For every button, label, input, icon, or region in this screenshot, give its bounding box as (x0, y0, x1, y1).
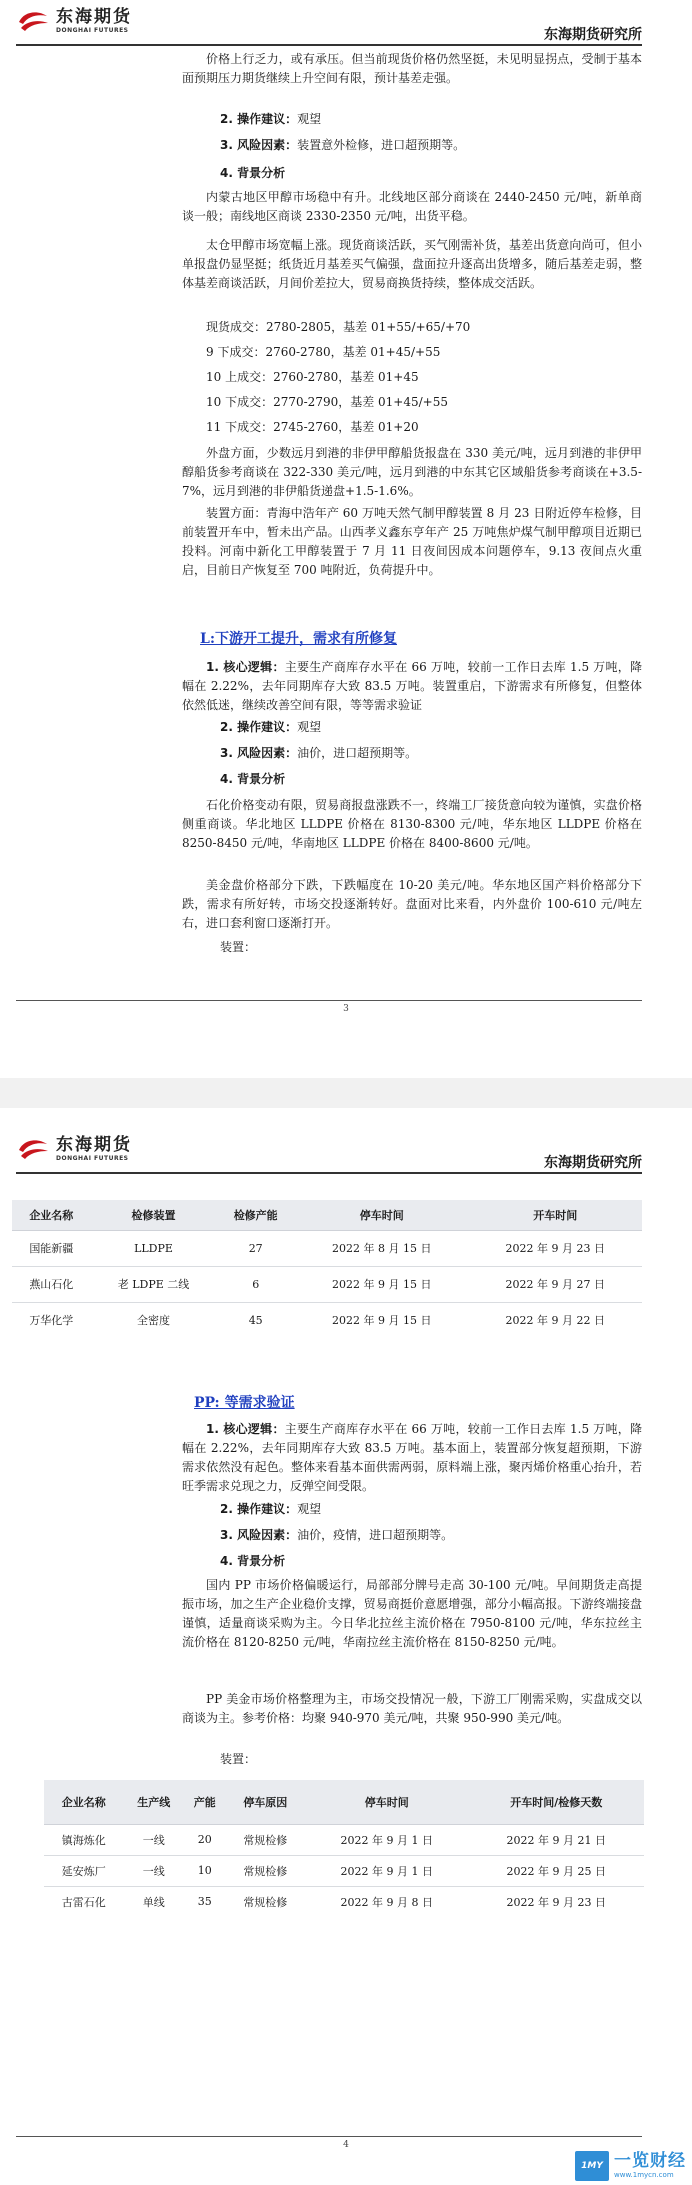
watermark-url: www.1mycn.com (614, 2171, 674, 2179)
table-header: 开车时间 (468, 1200, 642, 1230)
operation-advice (220, 1500, 321, 1519)
watermark-cn: 一览财经 (614, 2151, 686, 2171)
table-cell: 10 (184, 1855, 226, 1886)
value: 观望 (297, 1502, 322, 1516)
paragraph: 装置方面：青海中浩年产 60 万吨天然气制甲醇装置 8 月 23 日附近停车检修，目前装置开车中，暂未出产品。山西孝义鑫东亨年产 25 万吨焦炉煤气制甲醇项目近期已投料。河南中新化工甲醇装置于 7 月 11 日夜间因成本问题停车，9.13 夜间点火重启，目前日产恢复至 700 吨附近，负荷提升中。 (182, 506, 642, 577)
device-label: 装置： (220, 1752, 257, 1766)
table-cell: 常规检修 (226, 1886, 306, 1917)
table-header: 停车时间 (295, 1200, 468, 1230)
table-header: 检修装置 (91, 1200, 217, 1230)
table-row (44, 1886, 644, 1917)
header-rule (16, 44, 642, 46)
table-cell: 2022 年 9 月 23 日 (468, 1886, 644, 1917)
table-cell: 27 (216, 1230, 295, 1266)
table-cell: LLDPE (91, 1230, 217, 1266)
table-cell: 燕山石化 (12, 1266, 91, 1302)
table-cell: 2022 年 9 月 1 日 (305, 1824, 468, 1855)
core-logic (182, 1420, 642, 1496)
logo-en-text: DONGHAI FUTURES (56, 26, 129, 34)
value: 主要生产商库存水平在 66 万吨，较前一工作日去库 1.5 万吨，降幅在 2.22%，去年同期库存大致 83.5 万吨。基本面上，装置部分恢复超预期，下游需求依然没有起色。整体来看基本面供需两弱，原料端上涨，聚丙烯价格重心抬升，若旺季需求兑现之力，反弹空间受限。 (182, 1422, 642, 1493)
table-cell: 延安炼厂 (44, 1855, 124, 1886)
operation-advice (220, 110, 321, 129)
table-cell: 45 (216, 1302, 295, 1338)
maintenance-table-pp (44, 1780, 644, 1917)
footer-rule (16, 1000, 642, 1001)
paragraph: 内蒙古地区甲醇市场稳中有升。北线地区部分商谈在 2440-2450 元/吨，新单商谈一般；南线地区商谈 2330-2350 元/吨，出货平稳。 (182, 190, 642, 223)
table-cell: 6 (216, 1266, 295, 1302)
risk-factors (220, 744, 417, 763)
table-cell: 一线 (124, 1855, 185, 1886)
table-cell: 2022 年 9 月 15 日 (295, 1266, 468, 1302)
table-header: 产能 (184, 1780, 226, 1824)
value: 观望 (297, 112, 322, 126)
table-cell: 万华化学 (12, 1302, 91, 1338)
footer-rule (16, 2136, 642, 2137)
document-page-3 (0, 0, 692, 1078)
paragraph: 价格上行乏力，或有承压。但当前现货价格仍然坚挺，未见明显拐点，受制于基本面预期压力期货继续上升空间有限，预计基差走强。 (182, 52, 642, 85)
label: 1. 核心逻辑： (206, 660, 285, 674)
table-header: 生产线 (124, 1780, 185, 1824)
table-cell: 2022 年 9 月 1 日 (305, 1855, 468, 1886)
label: 3. 风险因素： (220, 1528, 298, 1542)
table-header: 企业名称 (12, 1200, 91, 1230)
value: 观望 (297, 720, 322, 734)
company-logo (16, 8, 132, 34)
donghai-logo-icon (16, 1136, 50, 1162)
device-label: 装置： (220, 940, 257, 954)
table-header: 检修产能 (216, 1200, 295, 1230)
trade-line: 9 下成交：2760-2780，基差 01+45/+55 (206, 345, 441, 359)
table-cell: 2022 年 9 月 27 日 (468, 1266, 642, 1302)
logo-cn-text: 东海期货 (56, 1134, 132, 1155)
table-cell: 古雷石化 (44, 1886, 124, 1917)
paragraph: 外盘方面，少数远月到港的非伊甲醇船货报盘在 330 美元/吨，远月到港的非伊甲醇船货参考商谈在 322-330 美元/吨，远月到港的中东其它区域船货参考商谈在+3.5-7%，远月到港的非伊船货递盘+1.5-1.6%。 (182, 446, 642, 498)
watermark (575, 2151, 686, 2181)
logo-cn-text: 东海期货 (56, 6, 132, 27)
paragraph: 太仓甲醇市场宽幅上涨。现货商谈活跃，买气刚需补货，基差出货意向尚可，但小单报盘仍显坚挺；纸货近月基差买气偏强，盘面拉升逐高出货增多，随后基差走弱，整体基差商谈活跃，月间价差拉大，贸易商换货持续，整体成交活跃。 (182, 238, 642, 290)
label: 2. 操作建议： (220, 1502, 298, 1516)
table-cell: 常规检修 (226, 1824, 306, 1855)
background-heading (220, 164, 285, 183)
table-row (44, 1855, 644, 1886)
table-cell: 镇海炼化 (44, 1824, 124, 1855)
risk-factors (220, 136, 465, 155)
trade-line: 11 下成交：2745-2760，基差 01+20 (206, 420, 419, 434)
paragraph: 美金盘价格部分下跌，下跌幅度在 10-20 美元/吨。华东地区国产料价格部分下跌，需求有所好转，市场交投逐渐转好。盘面对比来看，内外盘价 100-610 元/吨左右，进口套利窗口逐渐打开。 (182, 878, 642, 930)
value: 油价，疫情，进口超预期等。 (297, 1528, 454, 1542)
label: 4. 背景分析 (220, 1554, 286, 1568)
institute-name: 东海期货研究所 (544, 27, 642, 43)
logo-en-text: DONGHAI FUTURES (56, 1154, 129, 1162)
table-header: 开车时间/检修天数 (468, 1780, 644, 1824)
table-row (12, 1302, 642, 1338)
document-page-4 (0, 1108, 692, 2185)
paragraph: 石化价格变动有限，贸易商报盘涨跌不一，终端工厂接货意向较为谨慎，实盘价格侧重商谈。华北地区 LLDPE 价格在 8130-8300 元/吨，华东地区 LLDPE 价格在 8250-8450 元/吨，华南地区 LLDPE 价格在 8400-8600 元/吨。 (182, 798, 642, 850)
page-number: 4 (343, 2140, 349, 2150)
table-cell: 2022 年 9 月 23 日 (468, 1230, 642, 1266)
donghai-logo-icon (16, 8, 50, 34)
trade-line: 10 上成交：2760-2780，基差 01+45 (206, 370, 419, 384)
watermark-badge: 1MY (575, 2151, 609, 2181)
table-cell: 全密度 (91, 1302, 217, 1338)
table-header-row (44, 1780, 644, 1824)
label: 4. 背景分析 (220, 166, 286, 180)
operation-advice (220, 718, 321, 737)
trade-line: 现货成交：2780-2805，基差 01+55/+65/+70 (206, 320, 471, 334)
value: 主要生产商库存水平在 66 万吨，较前一工作日去库 1.5 万吨，降幅在 2.22%，去年同期库存大致 83.5 万吨。装置重启，下游需求有所修复，但整体依然低迷，继续改善空间有限，等等需求验证 (182, 660, 642, 712)
paragraph: PP 美金市场价格整理为主，市场交投情况一般，下游工厂刚需采购，实盘成交以商谈为主。参考价格：均聚 940-970 美元/吨，共聚 950-990 美元/吨。 (182, 1692, 642, 1725)
background-heading (220, 1552, 285, 1571)
section-title-l: L:下游开工提升，需求有所修复 (200, 631, 398, 647)
table-row (44, 1824, 644, 1855)
institute-name: 东海期货研究所 (544, 1155, 642, 1171)
table-cell: 一线 (124, 1824, 185, 1855)
label: 1. 核心逻辑： (206, 1422, 285, 1436)
table-cell: 国能新疆 (12, 1230, 91, 1266)
section-title-pp: PP: 等需求验证 (194, 1395, 295, 1411)
table-cell: 2022 年 8 月 15 日 (295, 1230, 468, 1266)
core-logic (182, 658, 642, 715)
label: 2. 操作建议： (220, 720, 298, 734)
table-cell: 35 (184, 1886, 226, 1917)
paragraph: 国内 PP 市场价格偏暖运行，局部部分牌号走高 30-100 元/吨。早间期货走高提振市场，加之生产企业稳价支撑，贸易商挺价意愿增强，部分小幅高报。下游终端接盘谨慎，适量商谈采购为主。今日华北拉丝主流价格在 7950-8100 元/吨，华东拉丝主流价格在 8120-8250 元/吨，华南拉丝主流价格在 8150-8250 元/吨。 (182, 1578, 642, 1649)
label: 3. 风险因素： (220, 746, 298, 760)
background-heading (220, 770, 285, 789)
label: 2. 操作建议： (220, 112, 298, 126)
table-cell: 2022 年 9 月 22 日 (468, 1302, 642, 1338)
page-number: 3 (343, 1004, 349, 1014)
label: 3. 风险因素： (220, 138, 298, 152)
header-rule (16, 1172, 642, 1174)
table-cell: 2022 年 9 月 15 日 (295, 1302, 468, 1338)
table-cell: 2022 年 9 月 8 日 (305, 1886, 468, 1917)
table-header-row (12, 1200, 642, 1230)
table-header: 企业名称 (44, 1780, 124, 1824)
table-header: 停车时间 (305, 1780, 468, 1824)
table-row (12, 1266, 642, 1302)
value: 装置意外检修，进口超预期等。 (297, 138, 466, 152)
table-cell: 单线 (124, 1886, 185, 1917)
maintenance-table-l (12, 1200, 642, 1338)
table-cell: 常规检修 (226, 1855, 306, 1886)
trade-line: 10 下成交：2770-2790，基差 01+45/+55 (206, 395, 448, 409)
company-logo (16, 1136, 132, 1162)
label: 4. 背景分析 (220, 772, 286, 786)
risk-factors (220, 1526, 453, 1545)
table-cell: 老 LDPE 二线 (91, 1266, 217, 1302)
table-cell: 2022 年 9 月 21 日 (468, 1824, 644, 1855)
table-cell: 20 (184, 1824, 226, 1855)
table-row (12, 1230, 642, 1266)
table-cell: 2022 年 9 月 25 日 (468, 1855, 644, 1886)
value: 油价，进口超预期等。 (297, 746, 418, 760)
table-header: 停车原因 (226, 1780, 306, 1824)
